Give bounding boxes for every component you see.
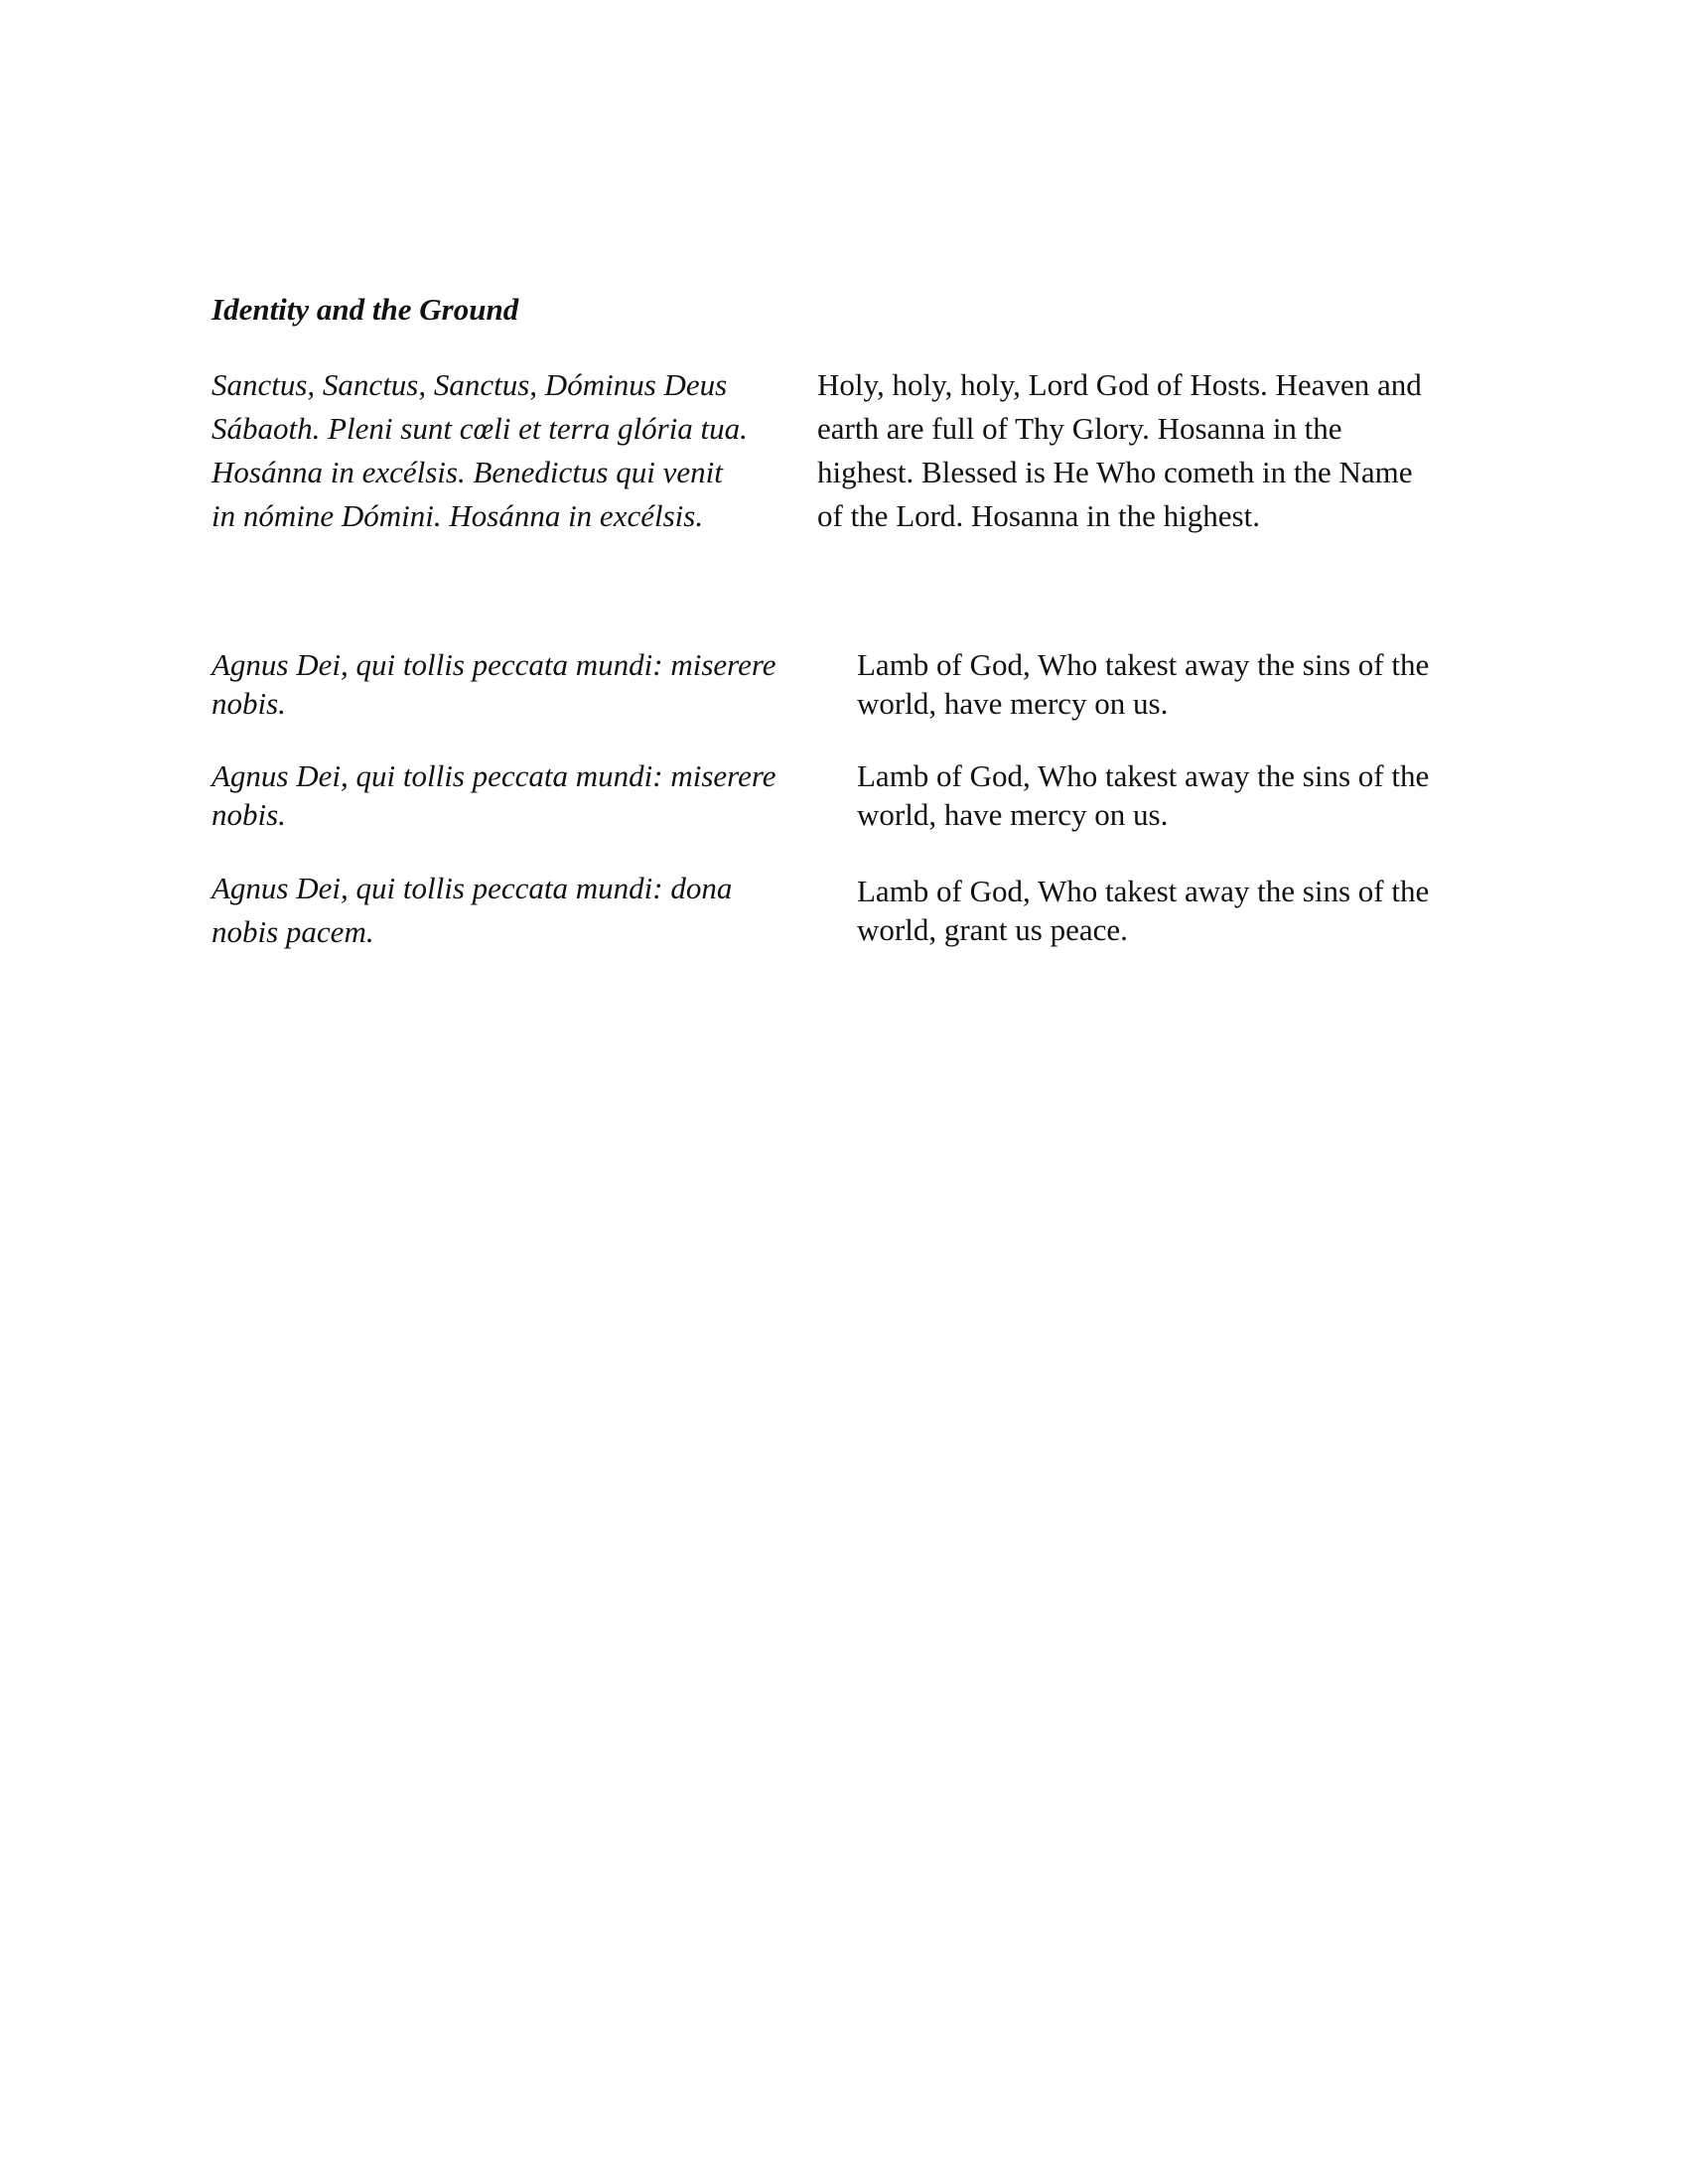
text-line: nobis. <box>211 686 286 721</box>
text-line: earth are full of Thy Glory. Hosanna in the <box>817 411 1342 446</box>
sanctus-latin-text <box>211 363 807 538</box>
text-line: highest. Blessed is He Who cometh in the Name <box>817 455 1413 489</box>
text-line: nobis. <box>211 797 286 832</box>
text-line: Agnus Dei, qui tollis peccata mundi: miserere <box>211 758 776 793</box>
text-line: of the Lord. Hosanna in the highest. <box>817 498 1260 533</box>
text-line: world, have mercy on us. <box>857 797 1169 832</box>
text-line: Holy, holy, holy, Lord God of Hosts. Heaven and <box>817 367 1422 402</box>
section-title: Identity and the Ground <box>211 292 519 327</box>
text-line: Sábaoth. Pleni sunt cœli et terra glória tua. <box>211 411 748 446</box>
agnus-latin-text <box>211 756 837 834</box>
agnus-english-text <box>857 872 1492 949</box>
sanctus-english-text <box>817 363 1492 538</box>
agnus-latin-text <box>211 867 837 954</box>
text-line: nobis pacem. <box>211 914 374 949</box>
text-line: Lamb of God, Who takest away the sins of the <box>857 647 1430 682</box>
agnus-english-text <box>857 645 1492 723</box>
text-line: world, grant us peace. <box>857 912 1128 947</box>
text-line: Agnus Dei, qui tollis peccata mundi: dona <box>211 871 733 905</box>
text-line: world, have mercy on us. <box>857 686 1169 721</box>
text-line: Lamb of God, Who takest away the sins of the <box>857 874 1430 908</box>
text-line: Agnus Dei, qui tollis peccata mundi: miserere <box>211 647 776 682</box>
agnus-latin-text <box>211 645 837 723</box>
agnus-english-text <box>857 756 1492 834</box>
text-line: Lamb of God, Who takest away the sins of the <box>857 758 1430 793</box>
text-line: in nómine Dómini. Hosánna in excélsis. <box>211 498 704 533</box>
text-line: Hosánna in excélsis. Benedictus qui venit <box>211 455 723 489</box>
text-line: Sanctus, Sanctus, Sanctus, Dóminus Deus <box>211 367 728 402</box>
